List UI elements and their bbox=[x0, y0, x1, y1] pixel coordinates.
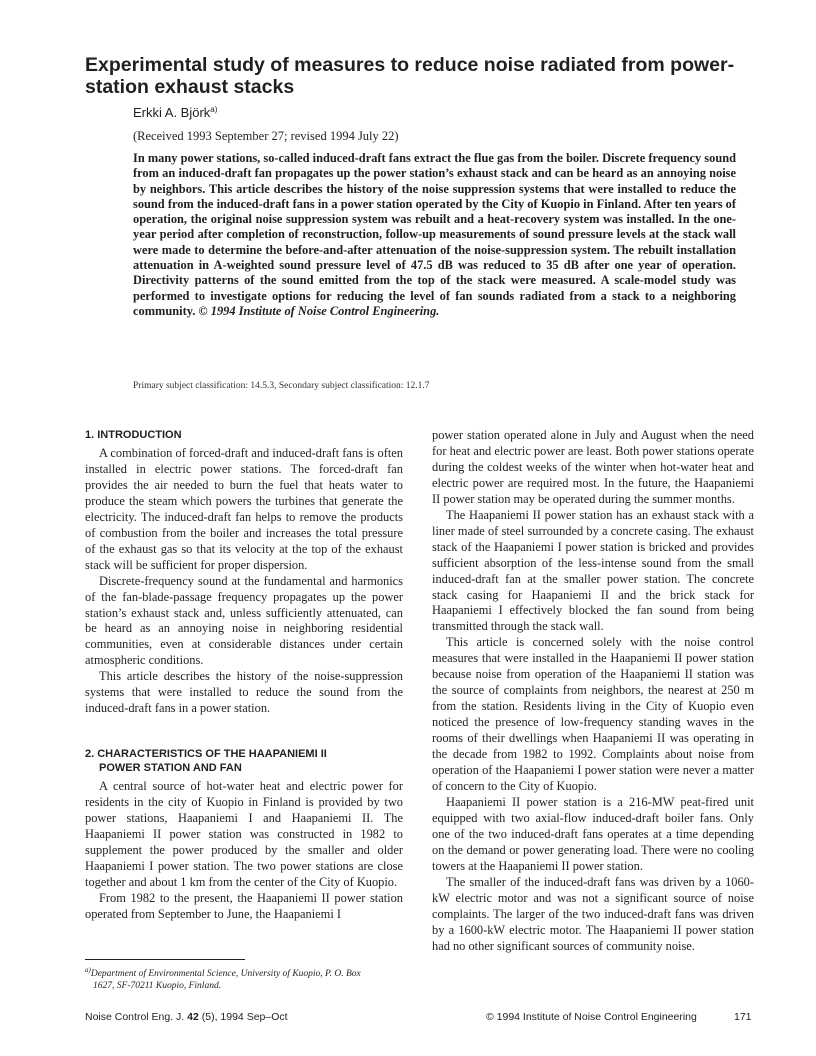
footer-copyright: © 1994 Institute of Noise Control Engineering bbox=[486, 1011, 697, 1023]
paragraph: Haapaniemi II power station is a 216-MW peat-fired unit equipped with two axial-flow induced-draft boiler fans. Only one of the two induced-draft fans operates at a time depending on the demand or power generating load. There were no cooling towers at the Haapaniemi II power station. bbox=[432, 794, 754, 873]
abstract-text: In many power stations, so-called induced-draft fans extract the flue gas from the boiler. Discrete frequency sound from an induced-draft fan propagates up the power station’s exhaust stack and can be heard as an annoying noise by neighbors. This article describes the history of the noise suppression systems that were installed to reduce the sound from the induced-draft fans in a power station operated by the City of Kuopio in Finland. After ten years of operation, the original noise suppression system was rebuilt and a heat-recovery system was installed. In the one-year period after completion of reconstruction, follow-up measurements of sound pressure levels at the stack wall were made to determine the before-and-after attenuation of the noise-suppression system. The rebuilt installation attenuation in A-weighted sound pressure level of 47.5 dB was reduced to 35 dB after one year of operation. Directivity patterns of the sound emitted from the top of the stack were measured. A scale-model study was performed to investigate options for reducing the level of fan sounds radiated from a stack to a neighboring community. bbox=[133, 151, 736, 318]
abstract-copyright: © 1994 Institute of Noise Control Engineering. bbox=[198, 303, 440, 318]
author-line bbox=[133, 105, 217, 120]
footnote-line: 1627, SF-70211 Kuopio, Finland. bbox=[93, 981, 222, 992]
paragraph: power station operated alone in July and August when the need for heat and electric power are least. Both power stations operate during the coldest weeks of the winter when hot-water heat and electric power are required most. In the future, the Haapaniemi II power station may be operated during the summer months. bbox=[432, 428, 754, 506]
paragraph: The Haapaniemi II power station has an exhaust stack with a liner made of steel surrounded by a concrete casing. The exhaust stack of the Haapaniemi I power station is bricked and provides sufficient absorption of the less-intense sound from the small induced-draft fan at the smaller power station. The concrete stack casing for Haapaniemi II and the brick stack for Haapaniemi I effectively blocked the fan sound from being transmitted through the stack wall. bbox=[432, 507, 754, 634]
author-affiliation-footnote bbox=[85, 964, 407, 992]
author-name: Erkki A. Björk bbox=[133, 105, 211, 120]
footnote-line: Department of Environmental Science, University of Kuopio, P. O. Box bbox=[90, 969, 361, 980]
paragraph: A central source of hot-water heat and electric power for residents in the city of Kuopio in Finland is provided by two power stations, Haapaniemi I and Haapaniemi II. The Haapaniemi II power station was constructed in 1982 to supplement the power produced by the smaller and older Haapaniemi I power station. The two power stations are close together and about 1 km from the center of the City of Kuopio. bbox=[85, 779, 403, 889]
left-column bbox=[85, 428, 403, 923]
received-dates: (Received 1993 September 27; revised 1994 July 22) bbox=[133, 129, 399, 143]
paragraph: Discrete-frequency sound at the fundamental and harmonics of the fan-blade-passage frequency propagates up the power station’s exhaust stack and, unless sufficiently attenuated, can be heard as an annoying noise in neighboring residential communities, even at considerable distances under certain atmospheric conditions. bbox=[85, 573, 403, 668]
section-heading-introduction: 1. INTRODUCTION bbox=[85, 429, 182, 441]
section-heading-characteristics bbox=[85, 747, 403, 775]
right-column bbox=[432, 428, 754, 954]
journal-citation bbox=[85, 1011, 288, 1023]
paragraph: The smaller of the induced-draft fans was driven by a 1060-kW electric motor and was not a significant source of noise complaints. The larger of the two induced-draft fans was driven by a 1600-kW electric motor. The Haapaniemi II power station had no other significant sources of community noise. bbox=[432, 874, 754, 953]
footnote-mark: a) bbox=[85, 966, 91, 974]
paragraph: This article describes the history of the noise-suppression systems that were installed to reduce the sound from the induced-draft fans in a power station. bbox=[85, 669, 403, 716]
author-footnote-mark: a) bbox=[210, 105, 218, 114]
paragraph: A combination of forced-draft and induced-draft fans is often installed in electric power stations. The forced-draft fan provides the air needed to burn the fuel that heats water to produce the steam which powers the turbines that generate the electricity. The induced-draft fan helps to remove the products of combustion from the boiler and increases the total pressure of the exhaust gas so that its velocity at the top of the exhaust stack will be sufficient for proper dispersion. bbox=[85, 446, 403, 572]
heading-line: 2. CHARACTERISTICS OF THE HAAPANIEMI II bbox=[85, 748, 327, 761]
heading-line: POWER STATION AND FAN bbox=[99, 762, 242, 775]
footnote-divider bbox=[85, 959, 245, 960]
journal-name: Noise Control Eng. J. bbox=[85, 1011, 185, 1023]
abstract bbox=[133, 151, 736, 319]
journal-issue: (5), 1994 Sep–Oct bbox=[201, 1011, 288, 1023]
section-spacer bbox=[85, 717, 403, 747]
journal-volume: 42 bbox=[187, 1011, 199, 1023]
paper-title: Experimental study of measures to reduce noise radiated from power-station exhaust stacks bbox=[85, 54, 735, 98]
subject-classification: Primary subject classification: 14.5.3, Secondary subject classification: 12.1.7 bbox=[133, 381, 430, 391]
paragraph: This article is concerned solely with the noise control measures that were installed in the Haapaniemi II power station because noise from operation of the Haapaniemi II station was the source of complaints from neighbors, the nearest at 250 m from the station. Residents living in the City of Kuopio even noticed the presence of low-frequency standing waves in the rooms of their dwellings when Haapaniemi II was operating in the decade from 1982 to 1992. Complaints about noise from operation of the Haapaniemi I power station were never a matter of concern to the City of Kuopio. bbox=[432, 635, 754, 793]
page-number: 171 bbox=[734, 1011, 752, 1023]
paragraph: From 1982 to the present, the Haapaniemi II power station operated from September to June, the Haapaniemi I bbox=[85, 890, 403, 921]
